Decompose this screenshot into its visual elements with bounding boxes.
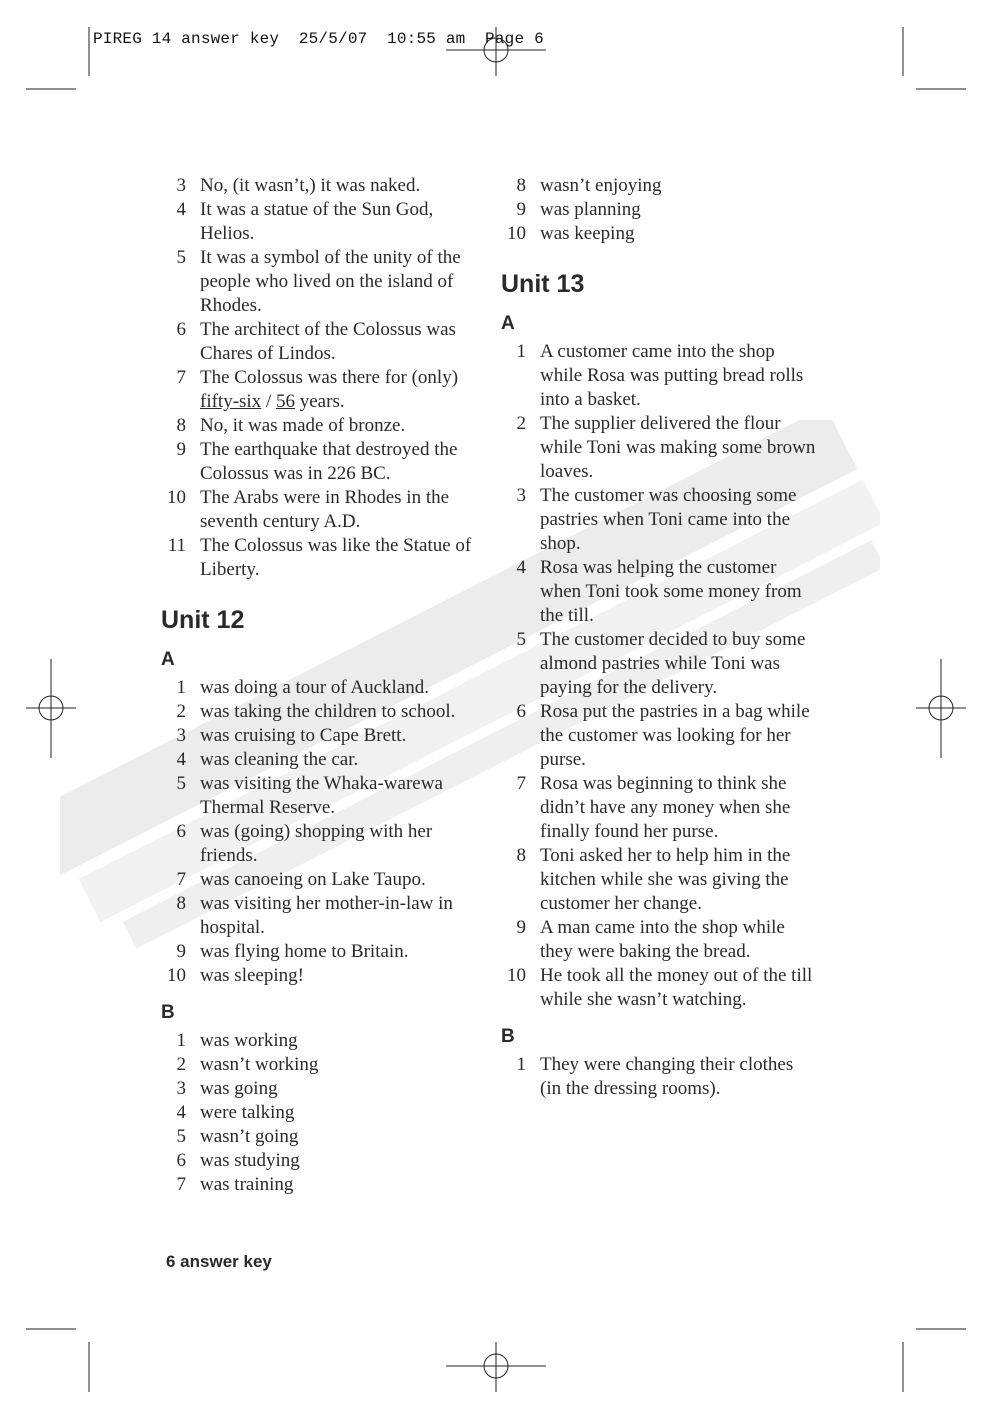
item-number: 4 (176, 749, 186, 770)
list-item (501, 1053, 819, 1101)
item-number: 6 (176, 821, 186, 842)
list-item (161, 1125, 481, 1149)
underlined-answer: 56 (276, 391, 295, 412)
item-text: The customer decided to buy some almond pastries while Toni was paying for the delivery. (540, 629, 806, 698)
list-item (501, 916, 819, 964)
list-item (161, 820, 481, 868)
list-item (161, 748, 481, 772)
list-item (161, 486, 481, 534)
item-text: was (going) shopping with her friends. (200, 821, 433, 866)
item-number: 4 (176, 1102, 186, 1123)
item-number: 6 (176, 1150, 186, 1171)
item-number: 6 (516, 701, 526, 722)
list-item (501, 628, 819, 700)
item-number: 8 (176, 893, 186, 914)
right-column (501, 174, 819, 1101)
item-number: 9 (516, 199, 526, 220)
list-item (161, 1149, 481, 1173)
item-number: 11 (167, 535, 186, 556)
registration-mark-bottom (446, 1342, 546, 1392)
item-text: were talking (200, 1102, 295, 1123)
list-item (501, 964, 819, 1012)
item-text: was flying home to Britain. (200, 941, 409, 962)
item-number: 2 (176, 701, 186, 722)
item-text: The Colossus was like the Statue of Liberty. (200, 535, 472, 580)
unit-13-a-list (501, 340, 819, 1012)
list-item (161, 1173, 481, 1197)
list-item (501, 700, 819, 772)
list-item (161, 676, 481, 700)
item-text: wasn’t going (200, 1126, 299, 1147)
item-text: was working (200, 1030, 298, 1051)
item-number: 1 (176, 677, 186, 698)
list-item (161, 1029, 481, 1053)
underlined-answer: fifty-six (200, 391, 262, 412)
list-item (161, 724, 481, 748)
registration-mark-left (26, 659, 76, 758)
item-number: 5 (176, 247, 186, 268)
item-number: 5 (516, 629, 526, 650)
list-item (161, 892, 481, 940)
registration-mark-right (916, 659, 966, 758)
item-number: 4 (176, 199, 186, 220)
list-item (161, 318, 481, 366)
item-text: He took all the money out of the till while she wasn’t watching. (540, 965, 813, 1010)
item-text: was studying (200, 1150, 300, 1171)
item-number: 5 (176, 1126, 186, 1147)
unit-13-heading: Unit 13 (501, 270, 585, 298)
item-number: 9 (176, 941, 186, 962)
item-text: was going (200, 1078, 278, 1099)
item-text: Rosa was helping the customer when Toni took some money from the till. (540, 557, 802, 626)
item-number: 8 (176, 415, 186, 436)
item-text: It was a symbol of the unity of the people who lived on the island of Rhodes. (200, 247, 461, 316)
item-number: 10 (507, 965, 526, 986)
list-item (161, 868, 481, 892)
unit-12-b-list (161, 1029, 481, 1197)
item-text: was training (200, 1174, 294, 1195)
unit-12-heading: Unit 12 (161, 606, 245, 634)
item-text: was doing a tour of Auckland. (200, 677, 430, 698)
item-number: 10 (507, 223, 526, 244)
item-text: A customer came into the shop while Rosa was putting bread rolls into a basket. (540, 341, 804, 410)
item-text: No, (it wasn’t,) it was naked. (200, 175, 421, 196)
item-text: was visiting her mother-in-law in hospital. (200, 893, 453, 938)
list-item (161, 964, 481, 988)
section-b-label: B (501, 1026, 515, 1047)
list-item (501, 222, 819, 246)
left-top-list (161, 174, 481, 582)
item-text: Toni asked her to help him in the kitchen while she was giving the customer her change. (540, 845, 791, 914)
item-number: 7 (176, 1174, 186, 1195)
page-footer: 6 answer key (166, 1252, 272, 1271)
item-text-mid: / (261, 391, 276, 412)
list-item (161, 174, 481, 198)
item-number: 2 (176, 1054, 186, 1075)
item-text: The supplier delivered the flour while Toni was making some brown loaves. (540, 413, 816, 482)
list-item (161, 940, 481, 964)
item-text: It was a statue of the Sun God, Helios. (200, 199, 434, 244)
list-item (161, 366, 481, 414)
item-text: wasn’t working (200, 1054, 319, 1075)
item-text: The earthquake that destroyed the Colossus was in 226 BC. (200, 439, 458, 484)
item-number: 7 (176, 869, 186, 890)
list-item (161, 414, 481, 438)
item-text: wasn’t enjoying (540, 175, 662, 196)
list-item (161, 772, 481, 820)
section-b-label: B (161, 1002, 175, 1023)
item-text: was keeping (540, 223, 635, 244)
item-number: 5 (176, 773, 186, 794)
list-item (161, 700, 481, 724)
item-number: 3 (176, 1078, 186, 1099)
item-text: was sleeping! (200, 965, 304, 986)
item-number: 10 (167, 487, 186, 508)
list-item (501, 556, 819, 628)
list-item (161, 438, 481, 486)
item-number: 6 (176, 319, 186, 340)
item-text: was visiting the Whaka-warewa Thermal Reserve. (200, 773, 443, 818)
list-item (161, 534, 481, 582)
item-number: 3 (516, 485, 526, 506)
registration-mark-top (446, 27, 546, 76)
item-number: 9 (176, 439, 186, 460)
unit-12-a-list (161, 676, 481, 988)
right-top-list (501, 174, 819, 246)
list-item (161, 198, 481, 246)
item-text: A man came into the shop while they were baking the bread. (540, 917, 785, 962)
item-number: 9 (516, 917, 526, 938)
item-text: They were changing their clothes (in the dressing rooms). (540, 1054, 794, 1099)
section-a-label: A (501, 313, 515, 334)
item-number: 2 (516, 413, 526, 434)
left-column (161, 174, 481, 1197)
item-text: The customer was choosing some pastries when Toni came into the shop. (540, 485, 797, 554)
item-text: was cleaning the car. (200, 749, 359, 770)
list-item (501, 844, 819, 916)
list-item (161, 1077, 481, 1101)
item-text: Rosa put the pastries in a bag while the customer was looking for her purse. (540, 701, 810, 770)
list-item (501, 412, 819, 484)
item-number: 7 (516, 773, 526, 794)
unit-13-b-list (501, 1053, 819, 1101)
section-a-label: A (161, 649, 175, 670)
item-text: The architect of the Colossus was Chares of Lindos. (200, 319, 456, 364)
list-item (161, 1101, 481, 1125)
item-text: was cruising to Cape Brett. (200, 725, 407, 746)
item-number: 3 (176, 175, 186, 196)
item-number: 1 (516, 1054, 526, 1075)
item-text: was canoeing on Lake Taupo. (200, 869, 426, 890)
item-text: Rosa was beginning to think she didn’t have any money when she finally found her purse. (540, 773, 791, 842)
item-number: 1 (176, 1030, 186, 1051)
item-number: 8 (516, 175, 526, 196)
item-text-post: years. (295, 391, 345, 412)
list-item (501, 198, 819, 222)
item-text: No, it was made of bronze. (200, 415, 406, 436)
item-text: was planning (540, 199, 641, 220)
list-item (501, 484, 819, 556)
item-text-pre: The Colossus was there for (only) (200, 367, 459, 388)
list-item (501, 340, 819, 412)
item-text: The Arabs were in Rhodes in the seventh century A.D. (200, 487, 450, 532)
list-item (501, 174, 819, 198)
item-number: 8 (516, 845, 526, 866)
printer-slug: PIREG 14 answer key 25/5/07 10:55 am Page 6 (93, 30, 544, 48)
item-number: 3 (176, 725, 186, 746)
list-item (161, 246, 481, 318)
list-item (501, 772, 819, 844)
list-item (161, 1053, 481, 1077)
item-number: 1 (516, 341, 526, 362)
item-number: 7 (176, 367, 186, 388)
item-number: 10 (167, 965, 186, 986)
item-number: 4 (516, 557, 526, 578)
item-text: was taking the children to school. (200, 701, 456, 722)
